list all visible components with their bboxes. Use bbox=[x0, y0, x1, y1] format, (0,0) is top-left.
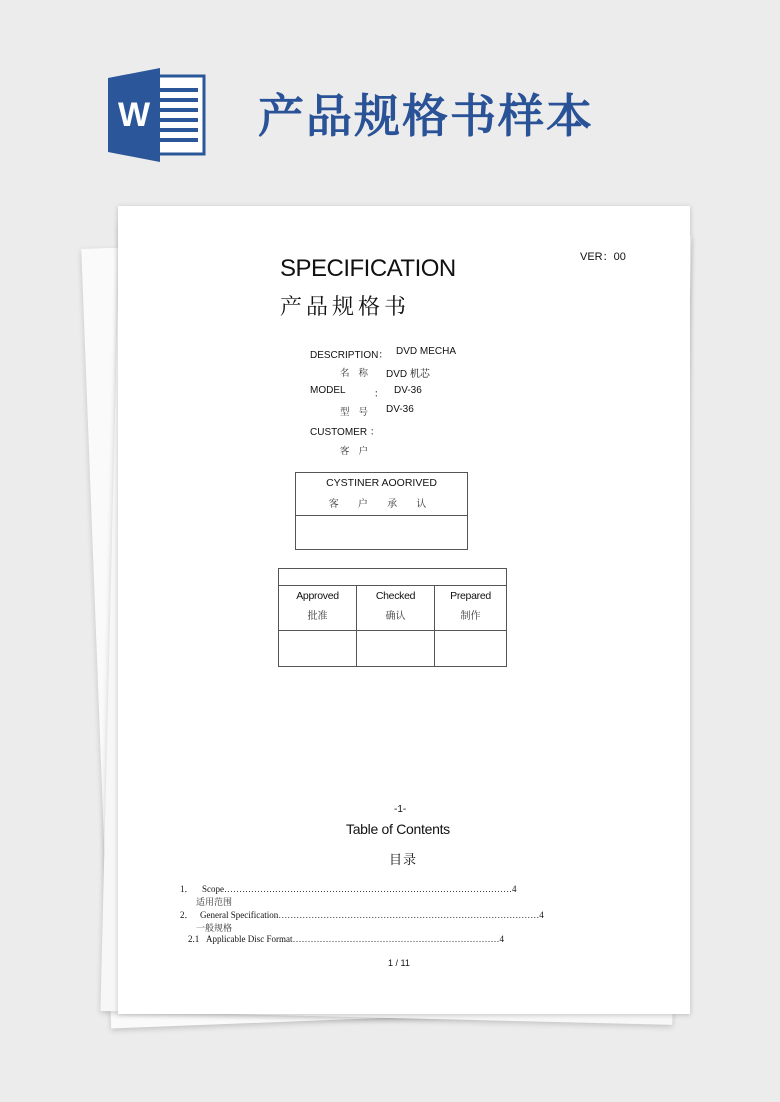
header-banner bbox=[0, 0, 780, 200]
toc-entry-label: Applicable Disc Format bbox=[206, 934, 293, 944]
page-marker: -1- bbox=[394, 804, 407, 815]
model-value: DV-36 bbox=[394, 385, 422, 396]
checked-label: Checked bbox=[375, 590, 416, 602]
toc-leader: …………………………………………………………………………… bbox=[278, 910, 540, 920]
customer-label: CUSTOMER ： bbox=[310, 427, 380, 438]
approved-signature-cell bbox=[279, 631, 357, 667]
toc-entry-sub: 适用范围 bbox=[196, 898, 233, 908]
type-value: DV-36 bbox=[386, 404, 414, 415]
toc-leader: …………………………………………………………… bbox=[292, 934, 500, 944]
checked-label-cn: 确认 bbox=[385, 611, 406, 622]
approved-label: Approved bbox=[296, 590, 339, 602]
toc-title-cn: 目录 bbox=[389, 853, 418, 868]
description-value: DVD MECHA bbox=[396, 346, 457, 357]
svg-text:W: W bbox=[117, 96, 151, 134]
toc-entry[interactable] bbox=[180, 882, 558, 895]
toc-entry[interactable] bbox=[188, 934, 544, 944]
signature-table bbox=[278, 568, 507, 667]
customer-approval-title-cn: 客 户 承 认 bbox=[328, 499, 435, 510]
description-label: DESCRIPTION： bbox=[310, 350, 389, 361]
customer-cn-label: 客 户 bbox=[340, 446, 372, 457]
spec-title-cn: 产品规格书 bbox=[280, 295, 411, 320]
toc-entry[interactable] bbox=[180, 908, 558, 921]
toc-entry-label: General Specification bbox=[200, 910, 279, 920]
prepared-label-cn: 制作 bbox=[460, 611, 481, 622]
approved-label-cn: 批准 bbox=[307, 611, 328, 622]
name-value: DVD 机芯 bbox=[386, 369, 430, 380]
type-label: 型 号 bbox=[340, 407, 372, 418]
signature-header-cell bbox=[279, 569, 507, 586]
toc-entry-sub: 一般规格 bbox=[196, 924, 233, 934]
toc-entry-page: 4 bbox=[512, 884, 517, 894]
page-footer: 1 / 11 bbox=[388, 958, 410, 968]
prepared-label: Prepared bbox=[450, 590, 491, 602]
name-label: 名 称 bbox=[340, 368, 372, 379]
model-colon: ： bbox=[374, 389, 384, 400]
prepared-cell bbox=[435, 586, 507, 631]
customer-approval-title: CYSTINER AOORIVED bbox=[326, 477, 437, 489]
toc-entry-number: 2.1 bbox=[188, 934, 200, 944]
toc-entry-number: 1． bbox=[180, 884, 194, 894]
header-title: 产品规格书样本 bbox=[258, 89, 594, 143]
checked-cell bbox=[357, 586, 435, 631]
toc-entry-page: 4 bbox=[499, 934, 504, 944]
model-label: MODEL bbox=[310, 385, 346, 396]
toc-entry-number: 2． bbox=[180, 910, 194, 920]
box-divider bbox=[296, 515, 467, 516]
toc-entry-page: 4 bbox=[539, 910, 544, 920]
word-logo-icon bbox=[108, 68, 208, 162]
toc-entry-label: Scope bbox=[202, 884, 224, 894]
customer-approval-box bbox=[295, 472, 468, 550]
approved-cell bbox=[279, 586, 357, 631]
toc-leader: …………………………………………………………………………………… bbox=[224, 884, 512, 894]
spec-title: SPECIFICATION bbox=[280, 255, 456, 282]
toc-title: Table of Contents bbox=[346, 821, 450, 837]
version-label: VER：00 bbox=[580, 251, 626, 263]
document-page bbox=[118, 206, 690, 1014]
checked-signature-cell bbox=[357, 631, 435, 667]
prepared-signature-cell bbox=[435, 631, 507, 667]
